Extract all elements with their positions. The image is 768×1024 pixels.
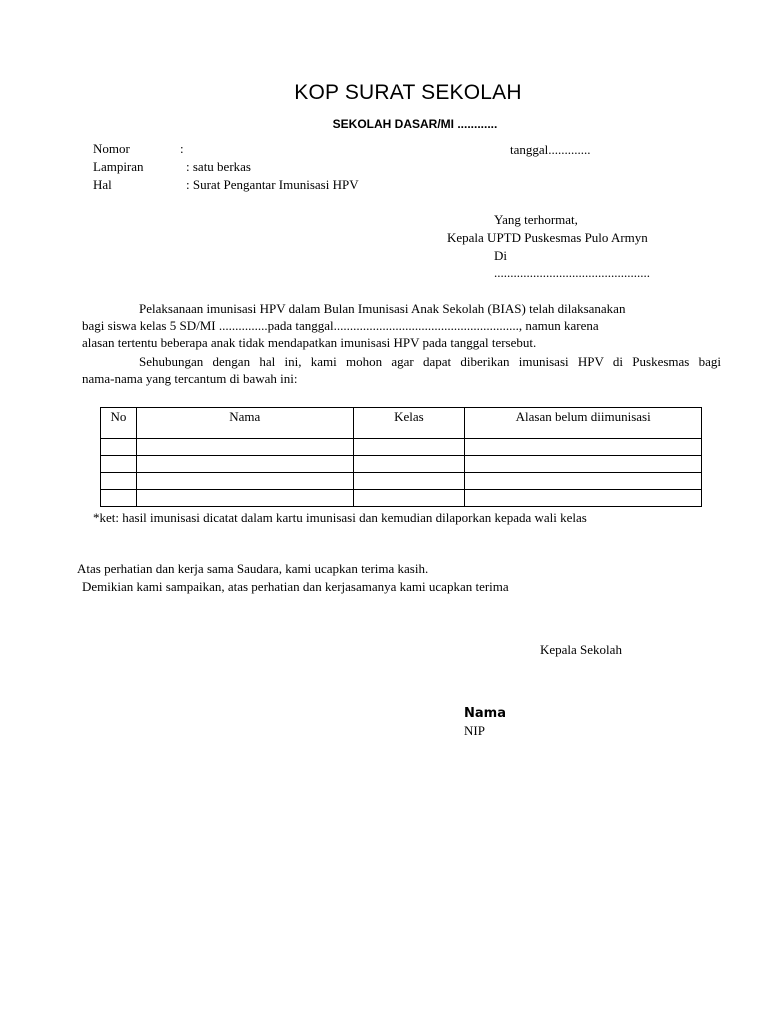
nomor-label: Nomor	[93, 141, 130, 156]
signature-nip: NIP	[464, 723, 485, 738]
recipient-name: Kepala UPTD Puskesmas Pulo Armyn	[447, 230, 648, 245]
table-cell	[353, 439, 465, 456]
table-row	[101, 439, 702, 456]
table-cell	[101, 439, 137, 456]
column-header-nama: Nama	[136, 408, 353, 439]
lampiran-label: Lampiran	[93, 159, 144, 174]
table-cell	[465, 473, 702, 490]
paragraph-1-line-1: Pelaksanaan imunisasi HPV dalam Bulan Imunisasi Anak Sekolah (BIAS) telah dilaksanakan	[139, 301, 626, 316]
table-row	[101, 490, 702, 507]
column-header-kelas: Kelas	[353, 408, 465, 439]
column-header-alasan: Alasan belum diimunisasi	[465, 408, 702, 439]
table-cell	[101, 456, 137, 473]
hal-value: : Surat Pengantar Imunisasi HPV	[186, 177, 359, 192]
paragraph-2-line-2: nama-nama yang tercantum di bawah ini:	[82, 371, 298, 386]
table-cell	[465, 456, 702, 473]
lampiran-value: : satu berkas	[186, 159, 251, 174]
table-cell	[465, 439, 702, 456]
hal-label: Hal	[93, 177, 112, 192]
table-cell	[136, 439, 353, 456]
table-row	[101, 473, 702, 490]
paragraph-1-line-3: alasan tertentu beberapa anak tidak mendapatkan imunisasi HPV pada tanggal tersebut.	[82, 335, 537, 350]
student-table	[100, 407, 702, 507]
nomor-colon: :	[180, 141, 184, 156]
closing-line-1: Atas perhatian dan kerja sama Saudara, kami ucapkan terima kasih.	[77, 561, 429, 576]
recipient-address: ................................................	[494, 265, 650, 280]
table-cell	[101, 490, 137, 507]
table-cell	[136, 456, 353, 473]
table-cell	[465, 490, 702, 507]
table-cell	[136, 473, 353, 490]
column-header-no: No	[101, 408, 137, 439]
letterhead-title: KOP SURAT SEKOLAH	[294, 81, 522, 104]
paragraph-1-line-2: bagi siswa kelas 5 SD/MI ...............pada tanggal........................................................., namun karena	[82, 318, 599, 333]
recipient-greeting: Yang terhormat,	[494, 212, 578, 227]
table-note: *ket: hasil imunisasi dicatat dalam kartu imunisasi dan kemudian dilaporkan kepada wali kelas	[93, 510, 587, 525]
table-cell	[136, 490, 353, 507]
table-cell	[353, 456, 465, 473]
table-cell	[353, 473, 465, 490]
signature-position: Kepala Sekolah	[540, 642, 622, 657]
closing-line-2: Demikian kami sampaikan, atas perhatian dan kerjasamanya kami ucapkan terima	[82, 579, 509, 594]
school-name: SEKOLAH DASAR/MI ............	[332, 117, 498, 131]
table-cell	[101, 473, 137, 490]
signature-name: Nama	[464, 706, 506, 721]
table-row	[101, 456, 702, 473]
paragraph-2-line-1: Sehubungan dengan hal ini, kami mohon agar dapat diberikan imunisasi HPV di Puskesmas bagi	[139, 354, 721, 369]
table-header-row	[101, 408, 702, 439]
recipient-di: Di	[494, 248, 507, 263]
table-cell	[353, 490, 465, 507]
tanggal-field: tanggal.............	[510, 142, 591, 157]
